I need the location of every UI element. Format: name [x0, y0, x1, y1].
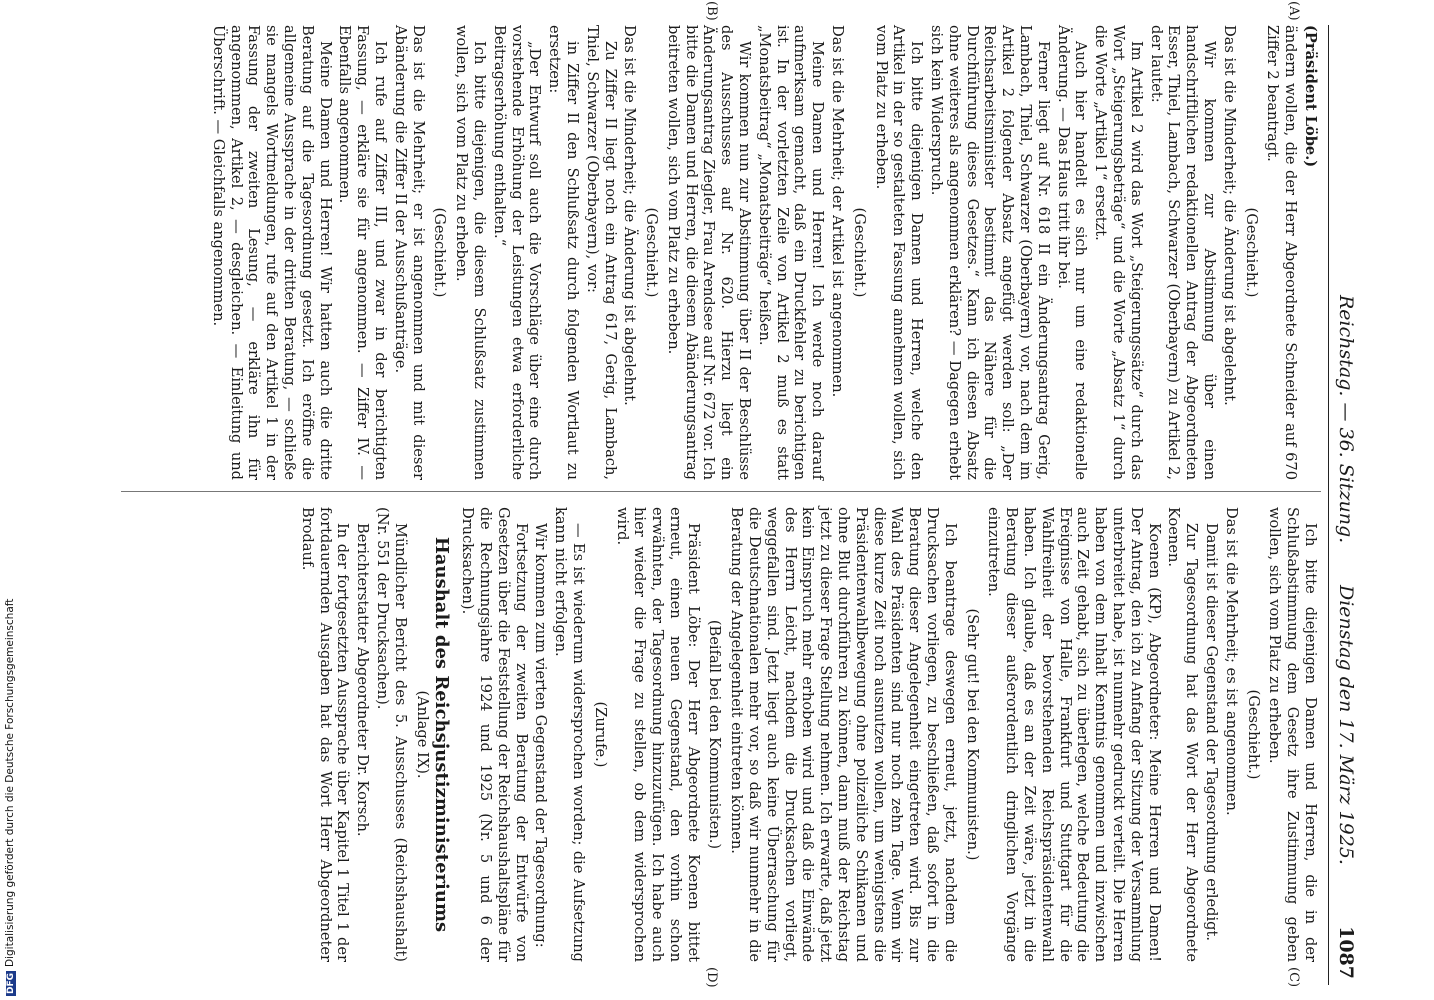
paragraph: Auch hier handelt es sich nur um eine redaktionelle Änderung. — Das Haus tritt ihr bei.	[1054, 25, 1090, 480]
margin-mark-c: (C)	[1286, 967, 1301, 988]
paragraph: (Geschieht.)	[643, 207, 661, 298]
paragraph: (Zurufe.)	[591, 701, 609, 768]
paragraph: Meine Damen und Herren! Wir hatten auch die dritte Beratung auf die Tagesordnung gesetzt. Ich eröffne die allgemeine Aussprache in der dritten Beratung, — schließe sie mangels Wortmeldungen, rufe auf den Artikel 1 in der Fassung der zweiten Lesung, — erkläre ihn für angenommen, Artikel 2, — desgleichen. — Einleitung und Überschrift. — Gleichfalls angenommen.	[209, 25, 334, 480]
left-column	[207, 25, 1319, 480]
digitization-footer	[4, 0, 20, 996]
paragraph: (Geschieht.)	[1242, 207, 1260, 298]
footer-text: Digitalisierung gefördert durch die Deutsche Forschungsgemeinschaft	[4, 598, 16, 967]
paragraph: Das ist die Mehrheit; es ist angenommen.	[1222, 507, 1240, 816]
paragraph: Damit ist dieser Gegenstand der Tagesordnung erledigt.	[1203, 523, 1221, 941]
paragraph: Wir kommen zur Abstimmung über einen handschriftlichen redaktionellen Antrag der Abgeordneten Esser, Thiel, Lambach, Schwarzer (Oberbayern) zu Artikel 2, der lautet:	[1147, 25, 1219, 480]
page-header	[1328, 25, 1359, 985]
right-column	[296, 507, 1319, 962]
paragraph: Das ist die Mehrheit; er ist angenommen und mit dieser Abänderung die Ziffer II der Ausschußanträge.	[391, 25, 427, 480]
paragraph: (Geschieht.)	[1244, 689, 1262, 780]
paragraph: Koenen (KP), Abgeordneter: Meine Herren und Damen! Der Antrag, den ich zu Anfang der Sitzung der Versammlung unterbreitet habe, ist nunmehr gedruckt verteilt. Die Herren haben von dem Inhalt Kenntnis genommen und inzwischen auch Zeit gehabt, sich zu überlegen, welche Bedeutung die Ereignisse von Halle, Frankfurt und Stuttgart für die Wahlfreiheit der bevorstehenden Reichspräsidentenwahl haben. Ich glaube, daß es an der Zeit wäre, jetzt in die Beratung dieser außerordentlich dringlichen Vorgänge einzutreten.	[985, 507, 1163, 962]
paragraph: Ich beantrage deswegen erneut, jetzt, nachdem die Drucksachen vorliegen, zu beschließen, daß sofort in die Beratung dieser Angelegenheit eingetreten wird. Bis zur Wahl des Präsidenten sind nur noch zehn Tage. Wenn wir diese kurze Zeit noch ausnutzen wollen, um wenigstens die Präsidentenwahlbewegung ohne polizeiliche Schikanen und ohne Blut durchführen zu können, dann muß der Reichstag jetzt zu dieser Frage Stellung nehmen. Ich erwarte, daß jetzt kein Einspruch mehr erhoben wird und daß die Einwände des Herrn Leicht, nachdem die Drucksachen vorliegt, weggefallen sind. Jetzt liegt auch keine Überraschung für die Deutschnationalen mehr vor, so daß wir nunmehr in die Beratung der Angelegenheit eintreten können.	[728, 507, 959, 962]
paragraph: (Beifall bei den Kommunisten.)	[706, 619, 724, 850]
margin-mark-b: (B)	[704, 1, 719, 21]
paragraph: (Sehr gut! bei den Kommunisten.)	[963, 608, 981, 861]
paragraph: in Ziffer II den Schlußsatz durch folgenden Wortlaut zu ersetzen:	[546, 25, 581, 480]
margin-mark-a: (A)	[1286, 1, 1301, 21]
paragraph: Meine Damen und Herren! Ich werde noch darauf aufmerksam gemacht, daß ein Druckfehler zu berichtigen ist. In der vorletzten Zeile von Artikel 2 muß es statt „Monatsbeitrag“ „Monatsbeiträge“ heißen.	[755, 25, 827, 480]
paragraph: (Anlage IX).	[413, 690, 431, 779]
paragraph: Im Artikel 2 wird das Wort „Steigerungssätze“ durch das Wort „Steigerungsbeträge“ und die Worte „Absatz 1“ durch die Worte „Artikel 1“ ersetzt.	[1092, 25, 1145, 480]
paragraph: In der fortgesetzten Aussprache über Kapitel 1 Titel 1 der fortdauernden Ausgaben hat das Wort Herr Abgeordneter Brodauf.	[298, 507, 352, 962]
paragraph: ändern wollen, die der Herr Abgeordnete Schneider auf 670 Ziffer 2 beantragt.	[1264, 25, 1300, 480]
margin-mark-d: (D)	[704, 967, 719, 988]
paragraph: (Geschieht.)	[431, 207, 449, 298]
paragraph: Ich bitte diejenigen Damen und Herren, die in der Schlußabstimmung dem Gesetz ihre Zustimmung geben wollen, sich vom Platz zu erheben.	[1266, 507, 1319, 962]
paragraph: Ich rufe auf Ziffer III, und zwar in der berichtigten Fassung, — erkläre sie für angenommen. — Ziffer IV. — Ebenfalls angenommen.	[336, 25, 389, 480]
paragraph: Zur Tagesordnung hat das Wort der Herr Abgeordnete Koenen.	[1165, 507, 1201, 962]
paragraph: (Geschieht.)	[850, 207, 868, 298]
paragraph: Wir kommen nun zur Abstimmung über II der Beschlüsse des Ausschusses auf Nr. 620. Hierzu liegt ein Änderungsantrag Ziegler, Frau Arendsee auf Nr. 672 vor. Ich bitte die Damen und Herren, die diesem Abänderungsantrag beitreten wollen, sich vom Platz zu erheben.	[664, 25, 754, 480]
column-divider	[121, 491, 1321, 492]
paragraph: Fortsetzung der zweiten Beratung der Entwürfe von Gesetzen über die Feststellung der Reichshaushaltspläne für die Rechnungsjahre 1924 und 1925 (Nr. 5 und 6 der Drucksachen).	[459, 507, 530, 962]
dfg-logo: DFG	[6, 972, 16, 994]
page-number: 1087	[1335, 926, 1357, 979]
paragraph: Präsident Löbe: Der Herr Abgeordnete Koenen bittet erneut, einen neuen Gegenstand, den vorhin schon erwähnten, der Tagesordnung hinzuzufügen. Ich habe auch hier wieder die Frage zu stellen, ob dem widersprochen wird.	[613, 507, 702, 962]
paragraph: Zu Ziffer II liegt noch ein Antrag 617, Gerig, Lambach, Thiel, Schwarzer (Oberbayern), vor:	[583, 25, 619, 480]
paragraph: Das ist die Minderheit; die Änderung ist abgelehnt.	[1220, 25, 1238, 406]
header-right: Dienstag den 17. März 1925.	[1335, 585, 1357, 865]
header-left: Reichstag. — 36. Sitzung.	[1335, 295, 1357, 544]
scanned-page	[99, 1, 1359, 988]
paragraph: Das ist die Minderheit; die Änderung ist abgelehnt.	[621, 25, 639, 406]
paragraph: Ich bitte diejenigen Damen und Herren, welche den Artikel in der so gestalteten Fassung annehmen wollen, sich vom Platz zu erheben.	[872, 25, 926, 480]
paragraph: Das ist die Mehrheit; der Artikel ist angenommen.	[829, 25, 847, 398]
section-heading: Haushalt des Reichsjustizministeriums	[431, 536, 453, 933]
paragraph: Mündlicher Bericht des 5. Ausschusses (Reichshaushalt) (Nr. 551 der Drucksachen).	[373, 507, 409, 962]
paragraph: Wir kommen zum vierten Gegenstand der Tagesordnung:	[532, 523, 550, 948]
paragraph: (Präsident Löbe.)	[1302, 25, 1319, 168]
paragraph: Ich bitte diejenigen, die diesem Schlußsatz zustimmen wollen, sich vom Platz zu erheben.	[453, 25, 488, 480]
paragraph: Ferner liegt auf Nr. 618 II ein Änderungsantrag Gerig, Lambach, Thiel, Schwarzer (Oberbayern) vor, nach dem im Artikel 2 folgender Absatz angefügt werden soll: „Der Reichsarbeitsminister bestimmt das Nähere für die Durchführung dieses Gesetzes.“ Kann ich diesen Absatz ohne weiteres als angenommen erklären? — Dagegen erhebt sich kein Widerspruch.	[928, 25, 1052, 480]
paragraph: Berichterstatter Abgeordneter Dr. Korsch.	[354, 523, 372, 837]
paragraph: — Es ist wiederum widersprochen worden; die Aufsetzung kann nicht erfolgen.	[552, 507, 587, 962]
paragraph: „Der Entwurf soll auch die Vorschläge über eine durch vorstehende Erhöhung der Leistungen etwa erforderliche Beitragserhöhung enthalten.“	[490, 25, 544, 480]
